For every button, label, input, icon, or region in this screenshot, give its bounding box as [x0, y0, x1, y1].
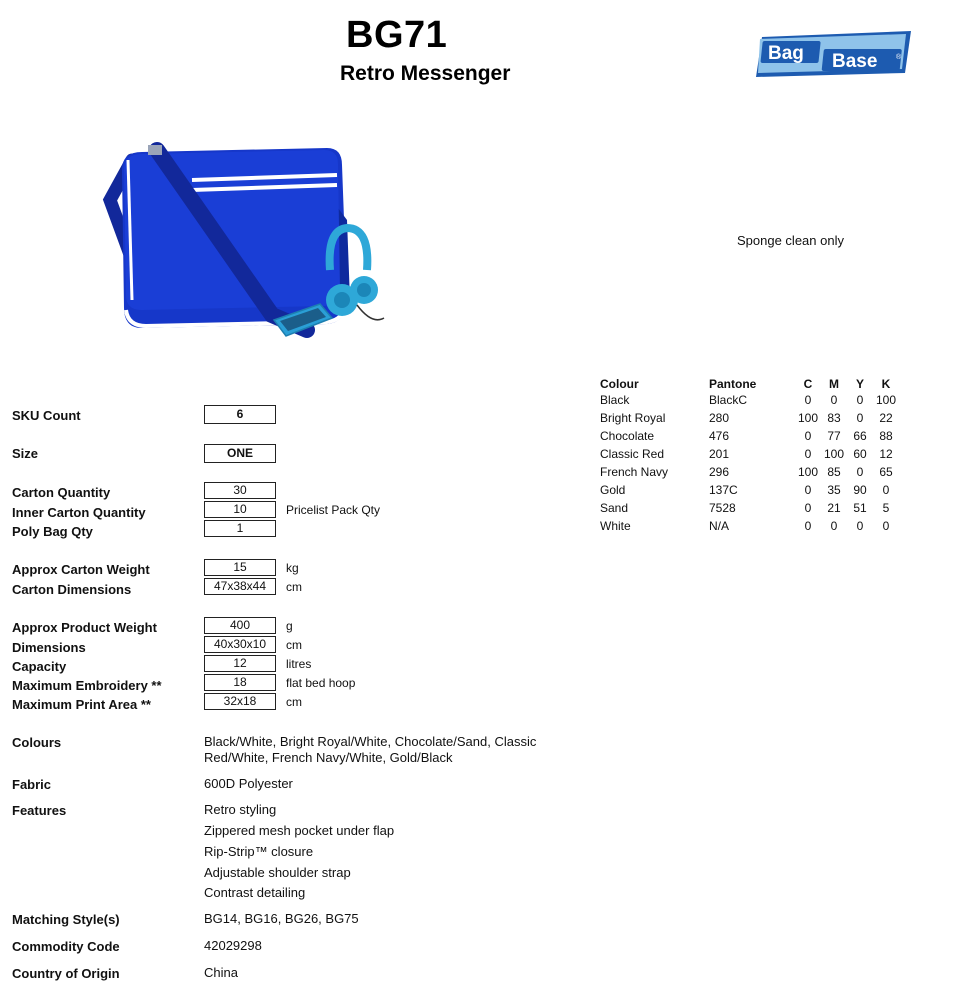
pantone-value: 476: [709, 429, 730, 443]
y-value: 0: [856, 411, 864, 425]
commodity-code-label: Commodity Code: [12, 939, 120, 954]
y-value: 0: [856, 393, 864, 407]
features-label: Features: [12, 803, 67, 818]
carton-weight-value: 15: [204, 559, 276, 576]
poly-bag-qty-value: 1: [204, 520, 276, 537]
pantone-value: 137C: [709, 483, 738, 497]
feature-item: Retro styling: [204, 802, 277, 817]
fabric-value: 600D Polyester: [204, 776, 293, 791]
header-k: K: [881, 377, 891, 391]
k-value: 5: [882, 501, 890, 515]
product-image: [102, 140, 402, 340]
table-row: [600, 465, 920, 483]
colour-name: White: [600, 519, 631, 533]
y-value: 0: [856, 519, 864, 533]
inner-carton-quantity-value: 10: [204, 501, 276, 518]
m-value: 35: [827, 483, 841, 497]
commodity-code-value: 42029298: [204, 938, 262, 953]
m-value: 85: [827, 465, 841, 479]
y-value: 51: [853, 501, 867, 515]
pantone-value: 280: [709, 411, 730, 425]
c-value: 0: [804, 447, 812, 461]
m-value: 83: [827, 411, 841, 425]
capacity-label: Capacity: [12, 659, 67, 674]
dimensions-label: Dimensions: [12, 640, 86, 655]
m-value: 0: [830, 519, 838, 533]
carton-weight-unit: kg: [286, 561, 299, 575]
k-value: 0: [882, 483, 890, 497]
c-value: 0: [804, 501, 812, 515]
matching-style-value: BG14, BG16, BG26, BG75: [204, 911, 359, 926]
colours-label: Colours: [12, 735, 62, 750]
inner-carton-quantity-label: Inner Carton Quantity: [12, 505, 146, 520]
c-value: 0: [804, 483, 812, 497]
country-of-origin-value: China: [204, 965, 238, 980]
colour-name: Classic Red: [600, 447, 665, 461]
max-embroidery-unit: flat bed hoop: [286, 676, 356, 690]
sku-count-value: 6: [204, 405, 276, 424]
colours-value: Black/White, Bright Royal/White, Chocolate/Sand, Classic Red/White, French Navy/White, Gold/Black: [204, 734, 537, 765]
pantone-value: 201: [709, 447, 730, 461]
max-print-area-label: Maximum Print Area **: [12, 697, 151, 712]
k-value: 0: [882, 519, 890, 533]
y-value: 0: [856, 465, 864, 479]
feature-item: Adjustable shoulder strap: [204, 865, 351, 880]
c-value: 100: [797, 411, 819, 425]
header-c: C: [803, 377, 813, 391]
k-value: 12: [879, 447, 893, 461]
colour-name: French Navy: [600, 465, 669, 479]
y-value: 60: [853, 447, 867, 461]
feature-item: Contrast detailing: [204, 885, 306, 900]
logo-registered-mark: ®: [896, 54, 902, 61]
dimensions-value: 40x30x10: [204, 636, 276, 653]
colour-name: Chocolate: [600, 429, 655, 443]
table-row: [600, 429, 920, 447]
pantone-value: 296: [709, 465, 730, 479]
bagbase-logo: [756, 29, 911, 79]
m-value: 100: [823, 447, 845, 461]
k-value: 65: [879, 465, 893, 479]
matching-style-label: Matching Style(s): [12, 912, 120, 927]
poly-bag-qty-label: Poly Bag Qty: [12, 524, 93, 539]
product-weight-unit: g: [286, 619, 293, 633]
table-row: [600, 501, 920, 519]
table-row: [600, 519, 920, 537]
y-value: 90: [853, 483, 867, 497]
capacity-value: 12: [204, 655, 276, 672]
colour-name: Bright Royal: [600, 411, 666, 425]
product-code: BG71: [346, 14, 448, 56]
k-value: 100: [875, 393, 897, 407]
c-value: 0: [804, 393, 812, 407]
care-instructions: Sponge clean only: [737, 233, 844, 248]
fabric-label: Fabric: [12, 777, 52, 792]
carton-weight-label: Approx Carton Weight: [12, 562, 150, 577]
header-pantone: Pantone: [709, 377, 757, 391]
colour-name: Sand: [600, 501, 629, 515]
c-value: 0: [804, 429, 812, 443]
feature-item: Zippered mesh pocket under flap: [204, 823, 395, 838]
sku-count-label: SKU Count: [12, 408, 81, 423]
max-embroidery-value: 18: [204, 674, 276, 691]
country-of-origin-label: Country of Origin: [12, 966, 120, 981]
dimensions-unit: cm: [286, 638, 302, 652]
m-value: 21: [827, 501, 841, 515]
carton-quantity-label: Carton Quantity: [12, 485, 111, 500]
colour-name: Black: [600, 393, 630, 407]
c-value: 100: [797, 465, 819, 479]
carton-dimensions-value: 47x38x44: [204, 578, 276, 595]
colour-name: Gold: [600, 483, 626, 497]
pantone-value: N/A: [709, 519, 730, 533]
m-value: 77: [827, 429, 841, 443]
header-y: Y: [855, 377, 864, 391]
carton-dimensions-label: Carton Dimensions: [12, 582, 132, 597]
logo-word-base: Base: [832, 51, 878, 72]
product-weight-value: 400: [204, 617, 276, 634]
table-row: [600, 393, 920, 411]
c-value: 0: [804, 519, 812, 533]
table-row: [600, 411, 920, 429]
k-value: 88: [879, 429, 893, 443]
header-m: M: [829, 377, 839, 391]
m-value: 0: [830, 393, 838, 407]
size-value: ONE: [204, 444, 276, 463]
capacity-unit: litres: [286, 657, 312, 671]
y-value: 66: [853, 429, 867, 443]
carton-dimensions-unit: cm: [286, 580, 302, 594]
table-row: [600, 483, 920, 501]
k-value: 22: [879, 411, 893, 425]
carton-quantity-value: 30: [204, 482, 276, 499]
product-name: Retro Messenger: [340, 62, 511, 85]
size-label: Size: [12, 446, 39, 461]
pricelist-pack-note: Pricelist Pack Qty: [286, 503, 381, 517]
header-colour: Colour: [600, 377, 639, 391]
logo-word-bag: Bag: [768, 43, 804, 64]
max-print-area-unit: cm: [286, 695, 302, 709]
max-embroidery-label: Maximum Embroidery **: [12, 678, 162, 693]
product-weight-label: Approx Product Weight: [12, 620, 157, 635]
max-print-area-value: 32x18: [204, 693, 276, 710]
pantone-value: BlackC: [709, 393, 748, 407]
table-row: [600, 447, 920, 465]
feature-item: Rip-Strip™ closure: [204, 844, 314, 859]
pantone-value: 7528: [709, 501, 736, 515]
